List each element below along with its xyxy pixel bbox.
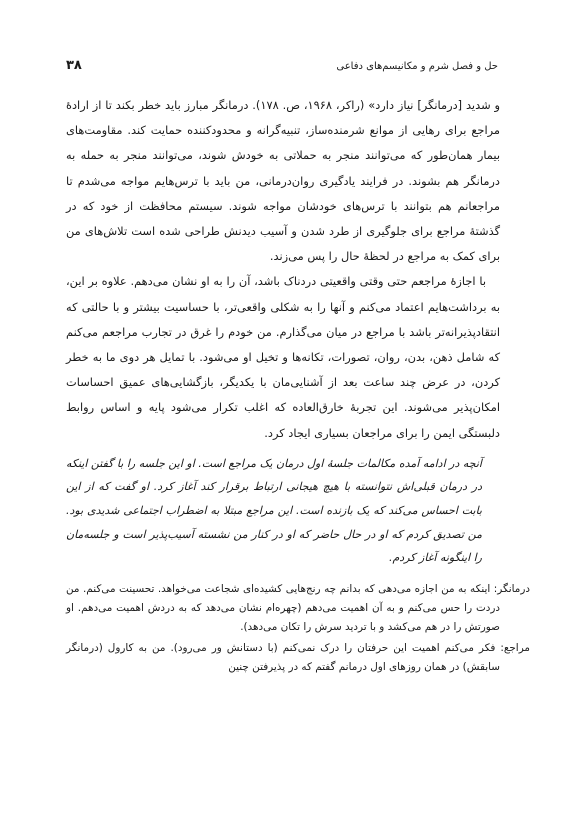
page-number: ۳۸ — [66, 58, 82, 73]
dialogue-block — [66, 580, 530, 677]
dialogue-turn-therapist: درمانگر: اینکه به من اجازه می‌دهی که بدانم چه رنج‌هایی کشیده‌ای شجاعت می‌خواهد. تحسینت می‌کنم. من دردت را حس می‌کنم و به آن اهمیت می‌دهم (چهره‌ام نشان می‌دهد که به دردش اهمیت می‌دهم. او صورتش را در هم می‌کشد و با تردید سرش را تکان می‌دهد). — [66, 582, 530, 633]
case-quote: آنچه در ادامه آمده مکالمات جلسهٔ اول درمان یک مراجع است. او این جلسه را با گفتن اینکه در درمان قبلی‌اش نتوانسته با هیچ هیجانی ارتباط برقرار کند آغاز کرد. او گفت که از این بابت احساس می‌کند که یک بازنده است. این مراجع مبتلا به اضطراب اجتماعی شدیدی بود. من تصدیق کردم که او در حال حاضر که او در کنار من نشسته آسیب‌پذیر است و جلسه‌مان را اینگونه آغاز کردم. — [66, 456, 482, 565]
paragraph: با اجازهٔ مراجعم حتی وقتی واقعیتی دردناک باشد، آن را به او نشان می‌دهم. علاوه بر این، به برداشت‌هایم اعتماد می‌کنم و آنها را به شکلی واقعی‌تر، با حساسیت بیشتر و با حالتی که انتقادپذیرانه‌تر باشد با مراجع در میان می‌گذارم. من خودم را غرق در تجارب مراجعم می‌کنم که شامل ذهن، بدن، روان، تصورات، تکانه‌ها و تخیل او می‌شود. با تمایل هر دوی ما به خطر کردن، در عرض چند ساعت بعد از آشنایی‌مان با یکدیگر، بازگشایی‌های عمیق احساسات امکان‌پذیر می‌شوند. این تجربهٔ خارق‌العاده که اغلب تکرار می‌شود پایه و اساس روابط دلبستگی ایمن را برای مراجعان بسیاری ایجاد کرد. — [66, 274, 500, 440]
paragraph: و شدید [درمانگر] نیاز دارد» (راکر، ۱۹۶۸، ص. ۱۷۸). درمانگر مبارز باید خطر بکند تا از ارادهٔ مراجع برای رهایی از موانع شرمنده‌ساز، تنبیه‌گرانه و محدودکننده حمایت کند. مقاومت‌های بیمار همان‌طور که می‌توانند منجر به حملاتی به خودش شوند، می‌توانند منجر به حمله به درمانگر هم بشوند. در فرایند یادگیری روان‌درمانی، من باید با ترس‌هایم مواجه می‌شدم تا مراجعانم هم بتوانند با ترس‌های خودشان مواجه شوند. سیستم محافظت از خود که در گذشتهٔ مراجع برای جلوگیری از طرد شدن و آسیب دیدنش طراحی شده است تلاش‌های من برای کمک به مراجع در لحظهٔ حال را پس می‌زند. — [66, 98, 500, 264]
book-page — [66, 58, 530, 679]
body-text — [66, 93, 500, 446]
running-header — [66, 58, 500, 84]
dialogue-turn-client: مراجع: فکر می‌کنم اهمیت این حرفتان را درک نمی‌کنم (با دستانش ور می‌رود). من به کارول (درمانگر سابقش) در همان روزهای اول درمانم گفتم که در پذیرفتن چنین — [66, 641, 530, 673]
running-title: حل و فصل شرم و مکانیسم‌های دفاعی — [336, 61, 498, 72]
